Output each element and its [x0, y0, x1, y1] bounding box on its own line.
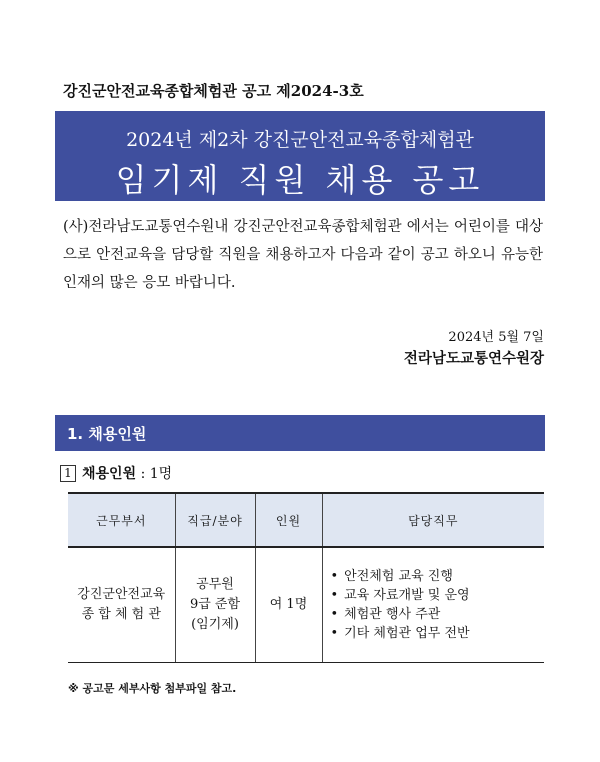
list-item: • 체험관 행사 주관 [331, 605, 544, 624]
issuer-name: 전라남도교통연수원장 [403, 350, 544, 367]
cell-department [68, 547, 175, 663]
cell-duties [322, 547, 544, 663]
item-number-box: 1 [60, 465, 76, 482]
item-label: 채용인원 [82, 466, 137, 482]
table-row [68, 547, 544, 663]
banner-title: 임기제 직원 채용 공고 [115, 161, 485, 199]
title-banner [55, 111, 545, 201]
cell-grade [175, 547, 255, 663]
intro-paragraph: (사)전라남도교통연수원내 강진군안전교육종합체험관 에서는 어린이를 대상으로 안전교육을 담당할 직원을 채용하고자 다음과 같이 공고 하오니 유능한 인재의 많은 응모 바랍니다. [63, 219, 543, 291]
footnote: ※ 공고문 세부사항 첨부파일 참고. [68, 682, 237, 695]
table-header-row [68, 493, 544, 547]
header-grade: 직급/분야 [175, 493, 255, 547]
department-line: 종 합 체 험 관 [81, 607, 161, 622]
section-title: 1. 채용인원 [67, 425, 147, 443]
department-line: 강진군안전교육 [77, 587, 166, 602]
recruitment-count [60, 463, 172, 483]
grade-line: 공무원 [196, 577, 234, 592]
banner-subtitle: 2024년 제2차 강진군안전교육종합체험관 [126, 129, 474, 151]
header-headcount: 인원 [255, 493, 322, 547]
header-department: 근무부서 [68, 493, 175, 547]
section-header-recruitment [55, 415, 545, 451]
list-item: • 안전체험 교육 진행 [331, 567, 544, 586]
item-value: : 1명 [140, 466, 173, 482]
grade-line: (임기제) [191, 617, 239, 632]
cell-headcount: 여 1명 [255, 547, 322, 663]
announcement-date: 2024년 5월 7일 [448, 330, 544, 345]
list-item: • 교육 자료개발 및 운영 [331, 586, 544, 605]
notice-number: 강진군안전교육종합체험관 공고 제2024-3호 [63, 82, 364, 100]
recruitment-table [68, 492, 544, 663]
list-item: • 기타 체험관 업무 전반 [331, 624, 544, 643]
header-duties: 담당직무 [322, 493, 544, 547]
duties-list [331, 567, 544, 643]
grade-line: 9급 준함 [189, 597, 241, 612]
